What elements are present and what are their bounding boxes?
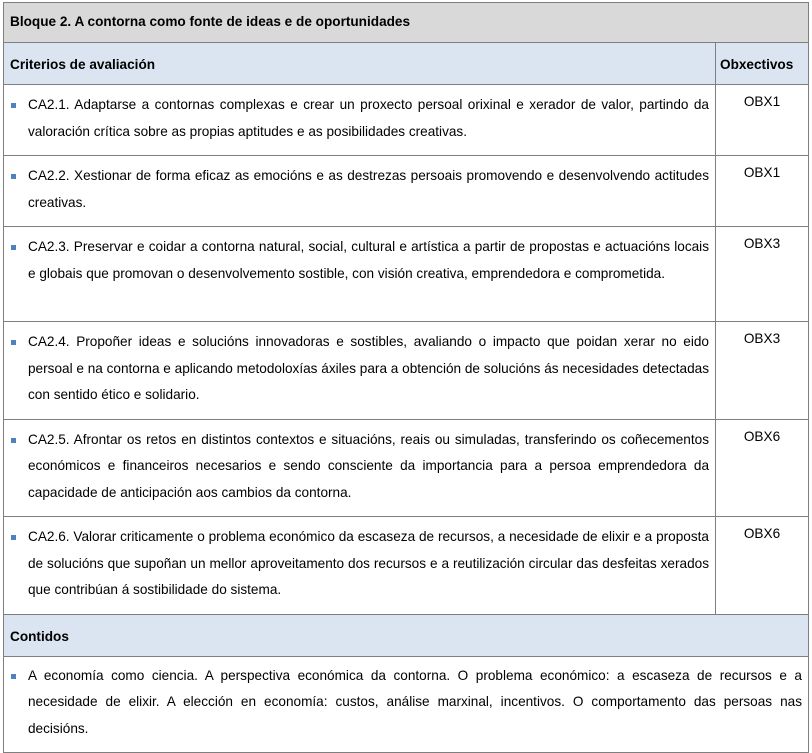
bullet-icon [10, 663, 28, 743]
criterion-text: CA2.2. Xestionar de forma eficaz as emocións e as destrezas persoais promovendo e desenvolvendo actitudes creativas. [28, 168, 709, 210]
criterion-text: CA2.3. Preservar e coidar a contorna natural, social, cultural e artística a partir de propostas e actuacións locais e globais que promovan o desenvolvemento sostible, con visión creativa, emprendedora e comprometida. [28, 239, 709, 281]
criterion-row [4, 322, 809, 420]
curriculum-page [3, 2, 808, 753]
criterion-cell [4, 156, 716, 227]
objective-cell: OBX6 [716, 419, 809, 517]
bullet-icon [10, 163, 28, 216]
criteria-header-row [4, 43, 809, 85]
criterion-text: CA2.5. Afrontar os retos en distintos contextos e situacións, reais ou simuladas, transferindo os coñecementos económicos e financeiros necesarios e sendo consciente da importancia para a persoa emprendedora da capacidade de anticipación aos cambios da contorna. [28, 431, 709, 500]
criterion-text: CA2.4. Propoñer ideas e solucións innovadoras e sostibles, avaliando o impacto que poidan xerar no eido persoal e na contorna e aplicando metodoloxías áxiles para a obtención de solucións ás necesidades detectadas con sentido ético e solidario. [28, 334, 709, 402]
criterion-row [4, 156, 809, 227]
objective-cell: OBX6 [716, 517, 809, 615]
block-title-row [4, 3, 809, 43]
criterion-row [4, 85, 809, 156]
criterion-cell [4, 322, 716, 420]
criterion-row [4, 517, 809, 615]
block-title: Bloque 2. A contorna como fonte de ideas e de oportunidades [4, 3, 809, 43]
criterion-cell [4, 85, 716, 156]
bullet-icon [10, 329, 28, 409]
bullet-icon [10, 92, 28, 145]
criterion-row [4, 227, 809, 322]
criteria-header: Criterios de avaliación [4, 43, 716, 85]
bullet-icon [10, 524, 28, 604]
content-row [4, 656, 809, 753]
objective-cell: OBX1 [716, 156, 809, 227]
contents-header: Contidos [4, 614, 809, 656]
criterion-cell [4, 517, 716, 615]
criterion-text: CA2.6. Valorar criticamente o problema económico da escaseza de recursos, a necesidade de elixir e a proposta de solucións que supoñan un mellor aproveitamento dos recursos e a reutilización circular das desfeitas xerados que contribúan á sostibilidade do sistema. [28, 529, 709, 597]
content-cell [4, 656, 809, 753]
bullet-icon [10, 427, 28, 507]
objective-cell: OBX3 [716, 322, 809, 420]
criterion-cell [4, 227, 716, 322]
objective-cell: OBX3 [716, 227, 809, 322]
content-text: A economía como ciencia. A perspectiva económica da contorna. O problema económico: a escaseza de recursos e a necesidade de elixir. A elección en economía: custos, análise marxinal, incentivos. O comportamento das persoas nas decisións. [28, 667, 802, 736]
criterion-cell [4, 419, 716, 517]
objectives-header: Obxectivos [716, 43, 809, 85]
contents-header-row [4, 614, 809, 656]
bullet-icon [10, 234, 28, 287]
criteria-table [3, 2, 809, 753]
criterion-text: CA2.1. Adaptarse a contornas complexas e crear un proxecto persoal orixinal e xerador de valor, partindo da valoración crítica sobre as propias aptitudes e as posibilidades creativas. [28, 97, 709, 139]
objective-cell: OBX1 [716, 85, 809, 156]
criterion-row [4, 419, 809, 517]
